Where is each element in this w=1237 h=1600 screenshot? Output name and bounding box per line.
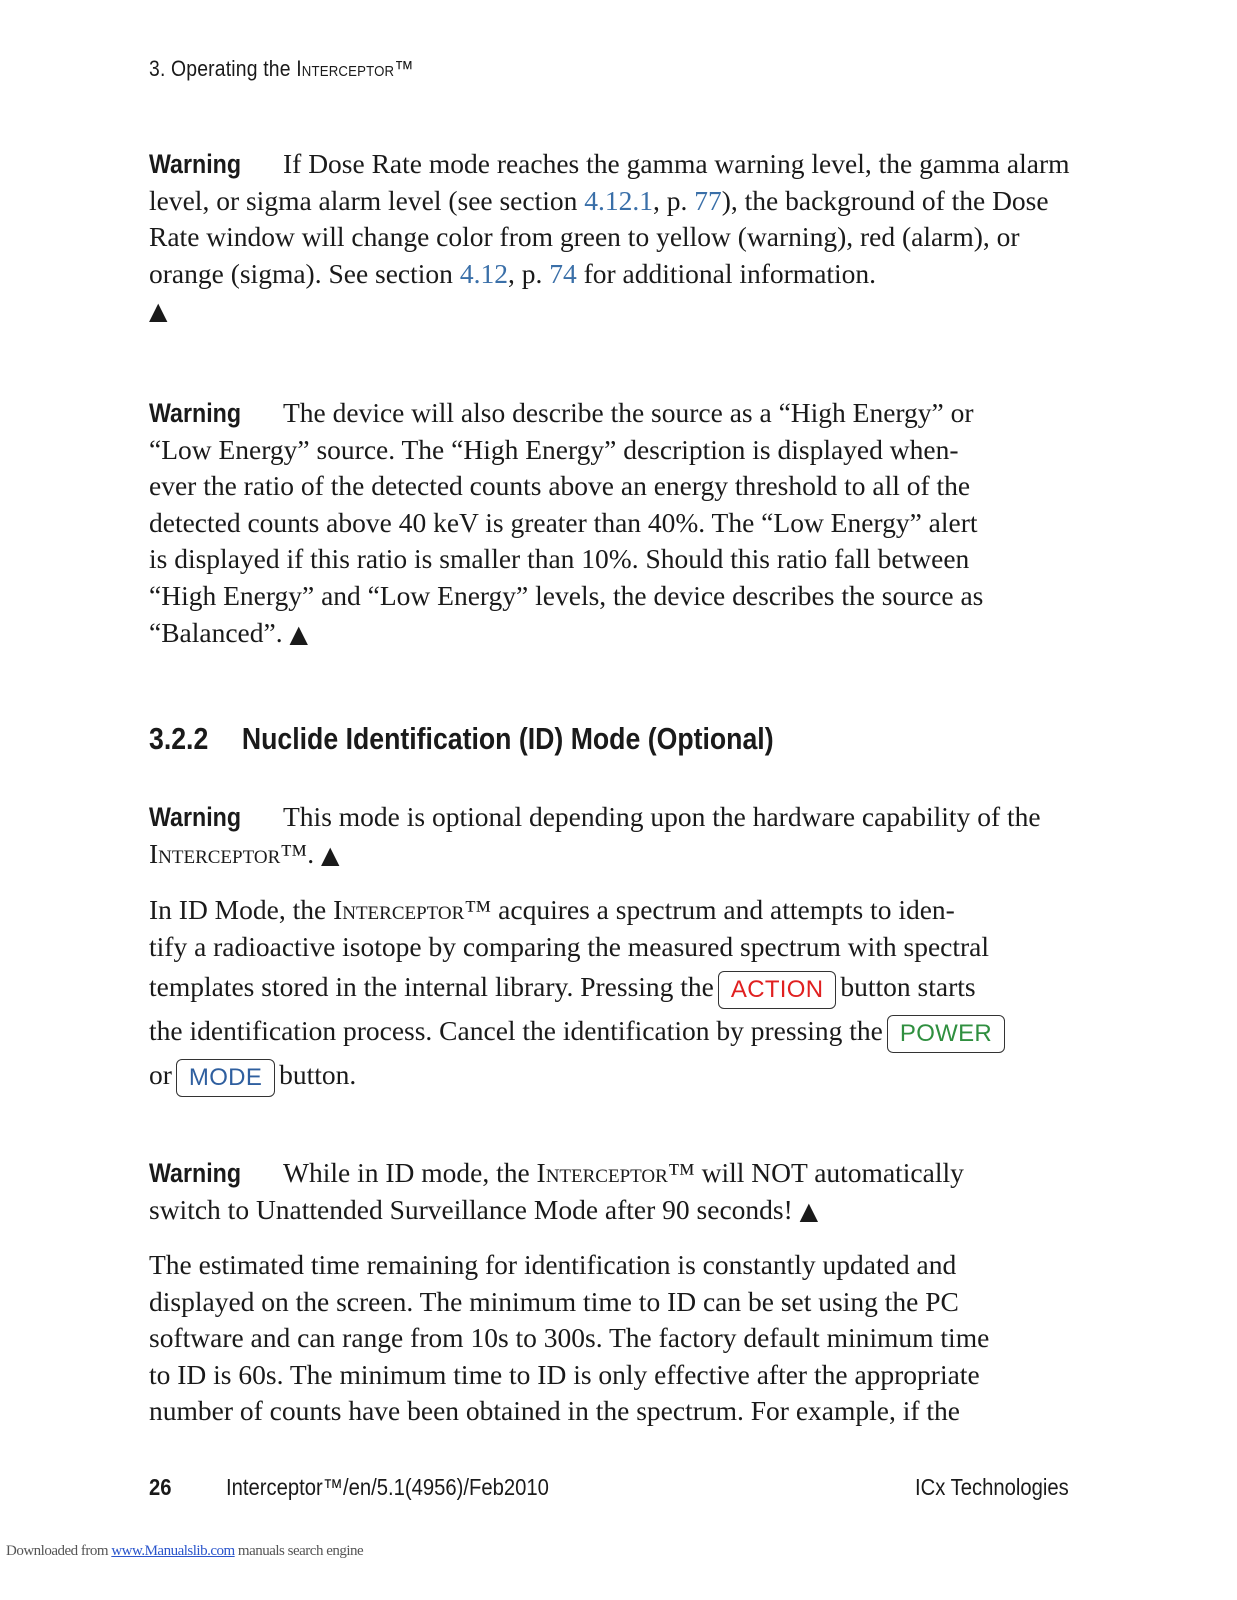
warning-text: , p. (507, 257, 550, 289)
section-heading (149, 721, 774, 757)
section-number: 3.2.2 (149, 721, 209, 756)
warning-text: This mode is optional depending upon the hardware capability of the (283, 801, 1041, 832)
warning-label: Warning (149, 802, 242, 832)
warning-text: detected counts above 40 keV is greater than 40%. The “Low Energy” alert (149, 506, 978, 538)
xref-section-4-12-1[interactable]: 4.12.1 (584, 184, 653, 216)
end-marker-icon: ▲ (149, 297, 168, 326)
warning-label: Warning (149, 398, 242, 428)
product-name: Interceptor (149, 837, 281, 869)
warning-label: Warning (149, 149, 242, 179)
document-id: Interceptor™/en/5.1(4956)/Feb2010 (226, 1474, 549, 1500)
id-mode-paragraph (149, 891, 1079, 1097)
warning-text: ), the background of the Dose Rate window will change color from green to yellow (warning), red (alarm), or orange (sigma). See section (149, 184, 1049, 289)
paragraph-text: The estimated time remaining for identification is constantly updated and (149, 1249, 957, 1280)
paragraph-text: to ID is 60s. The minimum time to ID is only effective after the appropriate (149, 1358, 980, 1390)
paragraph-text: templates stored in the internal library. Pressing the (149, 971, 714, 1002)
warning-text: , p. (653, 184, 695, 216)
manualslib-link[interactable]: www.Manualslib.com (111, 1543, 235, 1559)
paragraph-text: the identification process. Cancel the identification by pressing the (149, 1015, 883, 1046)
paragraph-text: ™ acquires a spectrum and attempts to iden- (464, 894, 955, 925)
mode-button: MODE (176, 1059, 275, 1097)
warning-unattended (149, 1155, 1079, 1229)
warning-text: ™ will NOT automatically (667, 1157, 964, 1188)
warning-text: is displayed if this ratio is smaller than 10%. Should this ratio fall between (149, 543, 970, 575)
page-number: 26 (149, 1474, 172, 1500)
end-marker-icon: ▲ (320, 840, 340, 869)
warning-text: The device will also describe the source as a “High Energy” or (283, 397, 974, 428)
running-header-tm: ™ (394, 56, 414, 81)
action-button: ACTION (718, 971, 836, 1009)
warning-dose-rate (149, 146, 1079, 330)
warning-text: “Low Energy” source. The “High Energy” description is displayed when- (149, 433, 959, 465)
download-suffix: manuals search engine (234, 1543, 364, 1559)
warning-text: “Balanced”. (149, 616, 283, 648)
running-header (149, 56, 414, 82)
product-name: Interceptor (333, 894, 465, 925)
company-name: ICx Technologies (915, 1474, 1069, 1500)
paragraph-text: software and can range from 10s to 300s. The factory default minimum time (149, 1322, 990, 1354)
warning-text: While in ID mode, the (283, 1157, 537, 1188)
paragraph-text: In ID Mode, the (149, 894, 334, 925)
download-notice (6, 1543, 363, 1560)
paragraph-text: button. (279, 1059, 357, 1090)
time-remaining-paragraph (149, 1247, 1079, 1430)
download-prefix: Downloaded from (6, 1543, 112, 1559)
xref-section-4-12[interactable]: 4.12 (459, 257, 508, 289)
warning-optional-mode (149, 799, 1079, 873)
xref-page-77[interactable]: 77 (694, 184, 722, 216)
paragraph-text: button starts (840, 971, 976, 1002)
warning-label: Warning (149, 1158, 242, 1188)
section-title: Nuclide Identification (ID) Mode (Optional) (241, 721, 774, 756)
warning-text: “High Energy” and “Low Energy” levels, the device describes the source as (149, 579, 984, 611)
warning-text: ™. (280, 837, 315, 869)
paragraph-text: tify a radioactive isotope by comparing the measured spectrum with spectral (149, 931, 989, 962)
warning-text: switch to Unattended Surveillance Mode after 90 seconds! (149, 1193, 793, 1225)
running-header-product: Interceptor (296, 56, 395, 81)
warning-text: for additional information. (576, 257, 877, 289)
warning-text: ever the ratio of the detected counts above an energy threshold to all of the (149, 470, 971, 502)
product-name: Interceptor (536, 1157, 668, 1188)
paragraph-text: or (149, 1059, 172, 1090)
paragraph-text: number of counts have been obtained in the spectrum. For example, if the (149, 1395, 961, 1427)
end-marker-icon: ▲ (289, 619, 308, 648)
power-button: POWER (887, 1015, 1005, 1053)
warning-text: If Dose Rate mode reaches the gamma warning level, the gamma alarm level, or sigma alarm level (see section (149, 148, 1070, 216)
running-header-prefix: 3. Operating the (149, 56, 297, 81)
paragraph-text: displayed on the screen. The minimum time to ID can be set using the PC (149, 1285, 959, 1317)
warning-energy-description (149, 395, 1079, 652)
end-marker-icon: ▲ (799, 1196, 819, 1225)
xref-page-74[interactable]: 74 (549, 257, 577, 289)
